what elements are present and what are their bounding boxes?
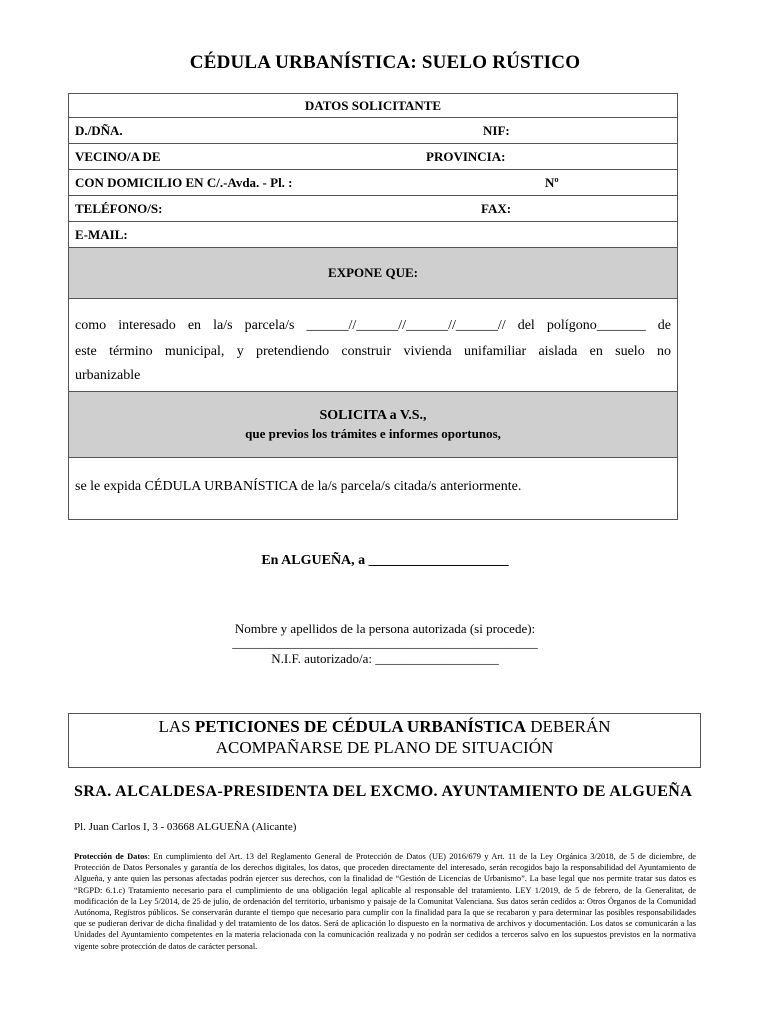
telefono-label: TELÉFONO/S: (75, 200, 163, 216)
notice-box (68, 713, 701, 768)
privacy-label: Protección de Datos (74, 852, 148, 861)
authorized-label: Nombre y apellidos de la persona autorizada (si procede): (234, 621, 536, 636)
place-date[interactable]: En ALGUEÑA, a ____________________ (261, 553, 509, 568)
request-form (68, 93, 678, 520)
expone-label: EXPONE QUE: (328, 265, 418, 280)
page-title: CÉDULA URBANÍSTICA: SUELO RÚSTICO (189, 52, 581, 73)
fax-label: FAX: (481, 200, 512, 216)
numero-label: Nº (545, 174, 559, 190)
telefono-row[interactable] (69, 196, 677, 222)
nif-autorizado[interactable]: N.I.F. autorizado/a: ___________________ (271, 651, 499, 666)
datos-solicitante-header (69, 94, 677, 118)
notice-bold: PETICIONES DE CÉDULA URBANÍSTICA (194, 717, 526, 736)
domicilio-row[interactable] (69, 170, 677, 196)
solicita-text: se le expida CÉDULA URBANÍSTICA de la/s parcela/s citada/s anteriormente. (75, 479, 522, 494)
email-row[interactable] (69, 222, 677, 248)
expone-line-3: urbanizable (75, 368, 141, 383)
recipient-address: Pl. Juan Carlos I, 3 - 03668 ALGUEÑA (Alicante) (74, 821, 297, 833)
nif-label: NIF: (483, 122, 510, 138)
authorized-line[interactable]: _______________________________________________ (232, 635, 538, 650)
solicita-label: SOLICITA a V.S., (319, 408, 427, 423)
datos-solicitante-label: DATOS SOLICITANTE (304, 97, 442, 113)
notice-line-2: ACOMPAÑARSE DE PLANO DE SITUACIÓN (215, 738, 554, 757)
email-label: E-MAIL: (75, 226, 128, 242)
nombre-label: D./DÑA. (75, 122, 123, 138)
solicita-sublabel: que previos los trámites e informes oportunos, (245, 426, 501, 441)
notice-post: DEBERÁN (525, 717, 611, 736)
vecino-row[interactable] (69, 144, 677, 170)
expone-header (69, 248, 677, 299)
nombre-row[interactable] (69, 118, 677, 144)
solicita-header (69, 392, 677, 458)
privacy-notice (74, 851, 696, 952)
provincia-label: PROVINCIA: (426, 148, 506, 164)
expone-line-1: como interesado en la/s parcela/s ______//______//______//______// del polígono_______ de (75, 318, 671, 333)
vecino-label: VECINO/A DE (75, 148, 161, 164)
solicita-section (69, 458, 677, 519)
notice-line-1 (69, 716, 700, 737)
domicilio-label: CON DOMICILIO EN C/.-Avda. - Pl. : (75, 174, 293, 190)
recipient-title: SRA. ALCALDESA-PRESIDENTA DEL EXCMO. AYUNTAMIENTO DE ALGUEÑA (74, 783, 693, 800)
expone-line-2: este término municipal, y pretendiendo construir vivienda unifamiliar aislada en suelo no (75, 344, 671, 359)
expone-section (69, 299, 677, 392)
privacy-text: : En cumplimiento del Art. 13 del Reglamento General de Protección de Datos (UE) 2016/679 y Art. 11 de la Ley Orgánica 3/2018, de 5 de diciembre, de Protección de Datos Personales y garantía de los derechos digitales, los datos, que proceden directamente del interesado, serán recogidos bajo la responsabilidad del Ayuntamiento de Algueña, y ante quien las personas afectadas podrán ejercer sus derechos, con la finalidad de “Gestión de Licencias de Urbanismo”. La base legal que nos permite tratar sus datos es “RGPD: 6.1.c) Tratamiento necesario para el cumplimiento de una obligación legal aplicable al responsable del tratamiento. LEY 1/2019, de 5 de febrero, de la Generalitat, de modificación de la Ley 5/2014, de 25 de julio, de ordenación del territorio, urbanismo y paisaje de la Comunitat Valenciana. Sus datos serán cedidos a: Otros Órganos de la Comunidad Autónoma, Registros públicos. Se conservarán durante el tiempo que necesario para cumplir con la finalidad para la que se recabaron y para determinar las posibles responsabilidades que se pudieran derivar de dicha finalidad y del tratamiento de los datos. Será de aplicación lo dispuesto en la normativa de archivos y documentación. Los datos se comunicarán a las Unidades del Ayuntamiento competentes en la materia relacionada con la comunicación realizada y no podrán ser cedidos a terceros salvo en los supuestos previstos en la normativa vigente sobre protección de datos de carácter personal. (74, 852, 696, 951)
notice-pre: LAS (158, 717, 195, 736)
